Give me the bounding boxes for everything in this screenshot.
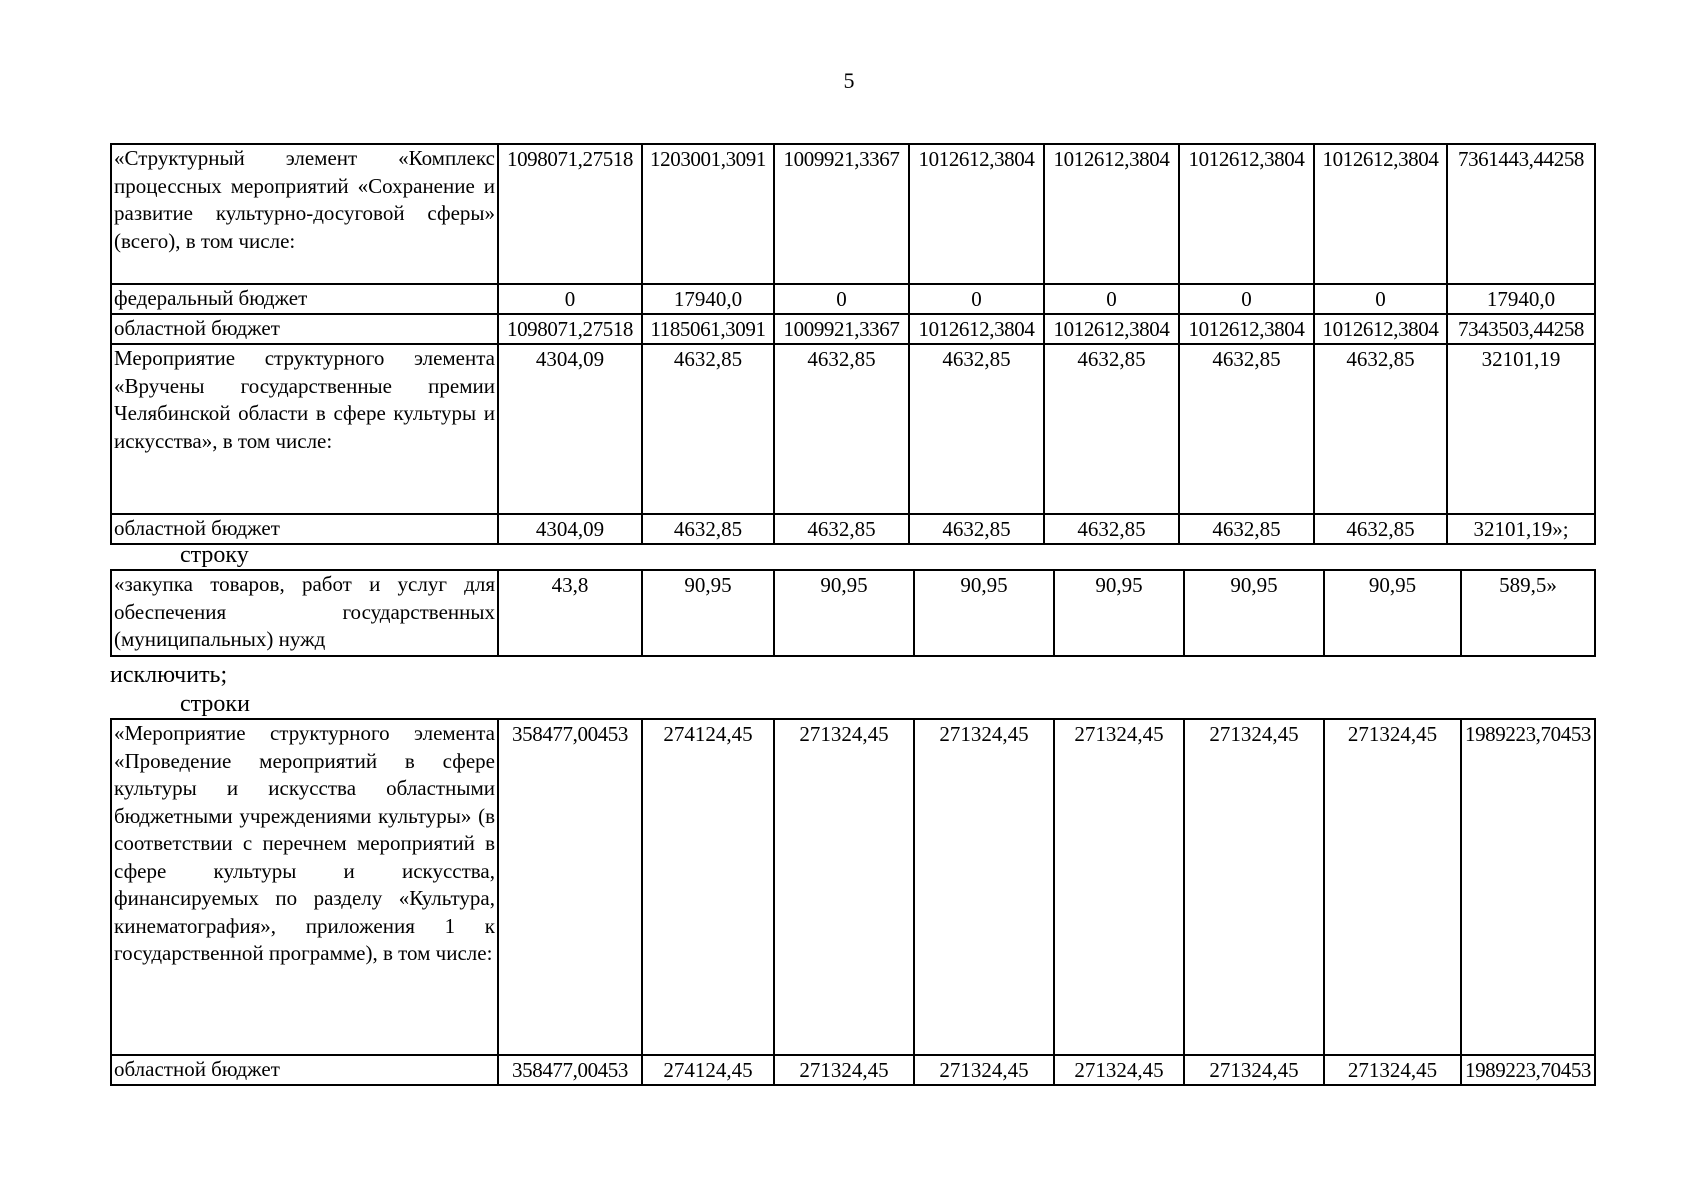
cell-value: 90,95 [914,570,1054,656]
table-row [111,144,1595,284]
row-label: областной бюджет [111,314,498,344]
cell-value: 4632,85 [909,514,1044,544]
cell-value: 0 [909,284,1044,314]
cell-value: 4632,85 [642,514,774,544]
cell-value: 1989223,70453 [1461,719,1595,1055]
cell-value: 1012612,3804 [1314,144,1447,284]
table-row [111,344,1595,514]
cell-value: 7361443,44258 [1447,144,1595,284]
cell-value: 274124,45 [642,719,774,1055]
row-label: «Структурный элемент «Комплекс процессных мероприятий «Сохранение и развитие культурно-досуговой сферы» (всего), в том числе: [111,144,498,284]
cell-value: 0 [1044,284,1179,314]
cell-value: 4632,85 [1314,344,1447,514]
cell-value: 1012612,3804 [1314,314,1447,344]
row-label: областной бюджет [111,514,498,544]
cell-value: 1009921,3367 [774,314,909,344]
table-row [111,719,1595,1055]
cell-value: 4632,85 [1179,344,1314,514]
cell-value: 358477,00453 [498,719,642,1055]
cell-value: 4632,85 [642,344,774,514]
cell-value: 43,8 [498,570,642,656]
cell-value: 589,5» [1461,570,1595,656]
cell-value: 90,95 [774,570,914,656]
cell-value: 271324,45 [914,719,1054,1055]
cell-value: 1185061,3091 [642,314,774,344]
cell-value: 274124,45 [642,1055,774,1085]
cell-value: 1098071,27518 [498,314,642,344]
cell-value: 4632,85 [1314,514,1447,544]
cell-value: 0 [1179,284,1314,314]
cell-value: 1012612,3804 [1179,314,1314,344]
row-label: федеральный бюджет [111,284,498,314]
cell-value: 271324,45 [1324,1055,1461,1085]
cell-value: 4632,85 [1044,344,1179,514]
table-row [111,284,1595,314]
cell-value: 1989223,70453 [1461,1055,1595,1085]
table-row [111,1055,1595,1085]
cell-value: 90,95 [642,570,774,656]
cell-value: 1012612,3804 [1179,144,1314,284]
instruction-text: исключить; [110,662,228,688]
table-row [111,314,1595,344]
row-label: областной бюджет [111,1055,498,1085]
row-label: «Мероприятие структурного элемента «Проведение мероприятий в сфере культуры и искусства областными бюджетными учреждениями культуры» (в соответствии с перечнем мероприятий в сфере культуры и искусства, финансируемых по разделу «Культура, кинематография», приложения 1 к государственной программе), в том числе: [111,719,498,1055]
instruction-text: строку [180,542,249,568]
cell-value: 4632,85 [909,344,1044,514]
cell-value: 1009921,3367 [774,144,909,284]
cell-value: 271324,45 [1324,719,1461,1055]
cell-value: 4304,09 [498,514,642,544]
cell-value: 90,95 [1184,570,1324,656]
cell-value: 1012612,3804 [1044,314,1179,344]
budget-table-cultural-events [110,718,1596,1086]
cell-value: 1012612,3804 [909,144,1044,284]
cell-value: 90,95 [1324,570,1461,656]
cell-value: 271324,45 [1184,719,1324,1055]
cell-value: 4632,85 [1179,514,1314,544]
cell-value: 271324,45 [1054,1055,1184,1085]
cell-value: 358477,00453 [498,1055,642,1085]
cell-value: 271324,45 [774,719,914,1055]
cell-value: 1012612,3804 [1044,144,1179,284]
cell-value: 271324,45 [1184,1055,1324,1085]
cell-value: 4304,09 [498,344,642,514]
cell-value: 32101,19»; [1447,514,1595,544]
cell-value: 4632,85 [774,514,909,544]
cell-value: 0 [1314,284,1447,314]
instruction-text: строки [180,691,250,717]
cell-value: 90,95 [1054,570,1184,656]
cell-value: 4632,85 [1044,514,1179,544]
page-number: 5 [843,68,855,93]
budget-table-culture-leisure [110,143,1596,545]
budget-table-procurement [110,569,1596,657]
table-row [111,514,1595,544]
cell-value: 1012612,3804 [909,314,1044,344]
cell-value: 1098071,27518 [498,144,642,284]
cell-value: 0 [498,284,642,314]
cell-value: 17940,0 [642,284,774,314]
cell-value: 7343503,44258 [1447,314,1595,344]
row-label: «закупка товаров, работ и услуг для обеспечения государственных (муниципальных) нужд [111,570,498,656]
cell-value: 1203001,3091 [642,144,774,284]
cell-value: 271324,45 [774,1055,914,1085]
cell-value: 32101,19 [1447,344,1595,514]
cell-value: 271324,45 [1054,719,1184,1055]
cell-value: 4632,85 [774,344,909,514]
row-label: Мероприятие структурного элемента «Вручены государственные премии Челябинской области в сфере культуры и искусства», в том числе: [111,344,498,514]
cell-value: 271324,45 [914,1055,1054,1085]
cell-value: 17940,0 [1447,284,1595,314]
table-row [111,570,1595,656]
cell-value: 0 [774,284,909,314]
